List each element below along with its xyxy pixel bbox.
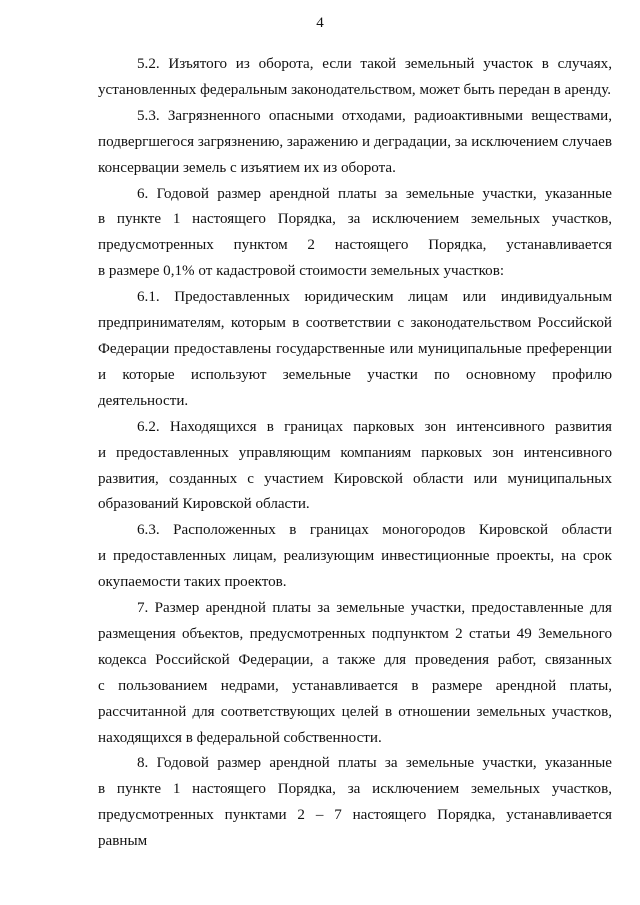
- paragraph-6-2: 6.2. Находящихся в границах парковых зон интенсивного развития и предоставленных управляющим компаниям парковых зон интенсивного развития, созданных с участием Кировской области или муниципальных образований Кировской области.: [98, 418, 612, 513]
- paragraph-5-2: 5.2. Изъятого из оборота, если такой земельный участок в случаях, установленных федеральным законодательством, может быть передан в аренду.: [98, 56, 612, 98]
- paragraph-5-3: 5.3. Загрязненного опасными отходами, радиоактивными веществами, подвергшегося загрязнению, заражению и деградации, за исключением случаев консервации земель с изъятием их из оборота.: [98, 107, 612, 176]
- paragraph-6: 6. Годовой размер арендной платы за земельные участки, указанные в пункте 1 настоящего Порядка, за исключением земельных участков, предусмотренных пунктом 2 настоящего Порядка, устанавливается в размере 0,1% от кадастровой стоимости земельных участков:: [98, 185, 612, 280]
- paragraph-6-1: 6.1. Предоставленных юридическим лицам или индивидуальным предпринимателям, которым в соответствии с законодательством Российской Федерации предоставлены государственные или муниципальные преференции и которые используют земельные участки по основному профилю деятельности.: [98, 289, 612, 409]
- document-body: [98, 52, 612, 855]
- paragraph-7: 7. Размер арендной платы за земельные участки, предоставленные для размещения объектов, предусмотренных подпунктом 2 статьи 49 Земельного кодекса Российской Федерации, а также для проведения работ, связанных с пользованием недрами, устанавливается в размере арендной платы, рассчитанной для соответствующих целей в отношении земельных участков, находящихся в федеральной собственности.: [98, 600, 612, 746]
- paragraph-8: 8. Годовой размер арендной платы за земельные участки, указанные в пункте 1 настоящего Порядка, за исключением земельных участков, предусмотренных пунктами 2 – 7 настоящего Порядка, устанавливается равным: [98, 755, 612, 850]
- paragraph-6-3: 6.3. Расположенных в границах моногородов Кировской области и предоставленных лицам, реализующим инвестиционные проекты, на срок окупаемости таких проектов.: [98, 522, 612, 591]
- page-number: 4: [316, 15, 324, 31]
